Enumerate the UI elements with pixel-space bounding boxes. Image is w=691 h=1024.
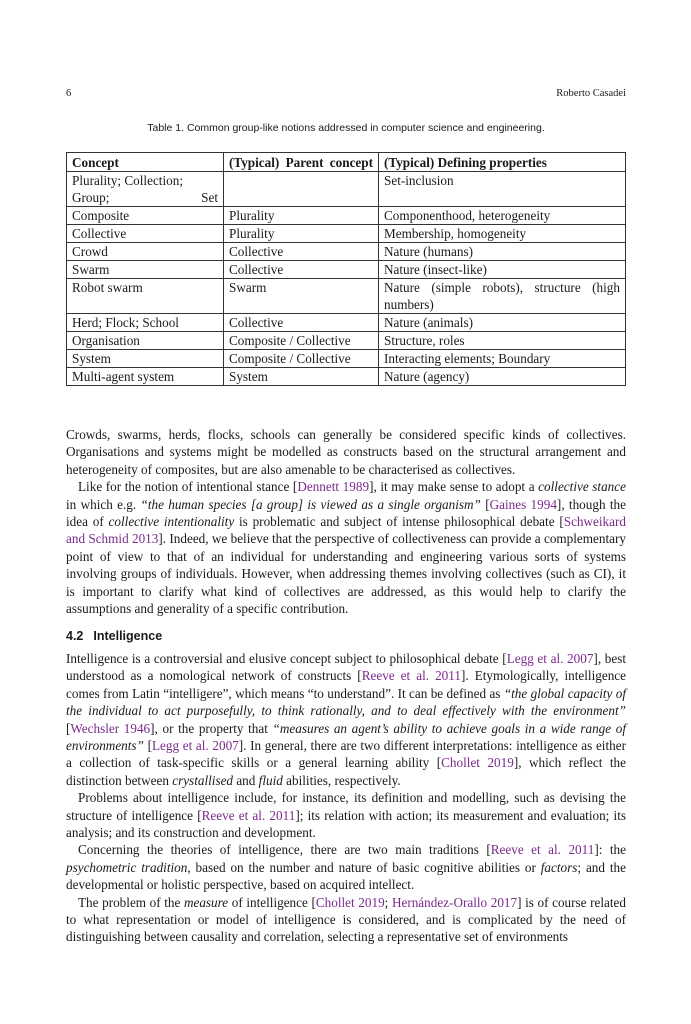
text-run: ], it may make sense to adopt a	[369, 479, 539, 495]
emphasis: psychometric tradition	[66, 859, 188, 875]
table-caption: Table 1. Common group-like notions addressed in computer science and engineering.	[147, 122, 545, 134]
text-run: ;	[384, 894, 392, 910]
body-text	[66, 426, 626, 946]
table-cell: Composite / Collective	[224, 332, 379, 350]
paragraph-collective-stance	[66, 478, 626, 617]
table-cell: Swarm	[224, 279, 379, 314]
table-cell: Herd; Flock; School	[67, 314, 224, 332]
column-header-properties: (Typical) Defining properties	[379, 153, 626, 172]
table-row	[67, 207, 626, 225]
table-cell: Membership, homogeneity	[379, 225, 626, 243]
text-run: is problematic and subject of intense philosophical debate [	[234, 514, 564, 530]
paragraph-intelligence-theories	[66, 841, 626, 893]
table-cell: Nature (animals)	[379, 314, 626, 332]
citation-link[interactable]: Reeve et al. 2011	[490, 842, 595, 858]
table-cell: Interacting elements; Boundary	[379, 350, 626, 368]
table-cell: Swarm	[67, 261, 224, 279]
text-run: Concerning the theories of intelligence, there are two main traditions [	[78, 842, 491, 858]
table-cell: Structure, roles	[379, 332, 626, 350]
concepts-table	[66, 152, 626, 386]
table-cell: Plurality; Collection; Group; Set	[67, 172, 224, 207]
text-run: abilities, respectively.	[282, 772, 401, 788]
citation-link[interactable]: Reeve et al. 2011	[361, 668, 461, 684]
emphasis: fluid	[258, 772, 283, 788]
citation-link[interactable]: Legg et al. 2007	[151, 737, 239, 753]
text-run: [	[66, 720, 71, 736]
table-cell: Plurality	[224, 225, 379, 243]
table-cell: Multi-agent system	[67, 368, 224, 386]
citation-link[interactable]: Dennett 1989	[297, 479, 370, 495]
text-run: [	[143, 737, 152, 753]
text-run: ]. Indeed, we believe that the perspective of collectiveness can provide a complementary point of view to that of an individual for understanding and engineering various sorts of systems involving groups of individuals. However, when addressing themes involving collectives (such as CI), it is important to clarify what kind of collectives are addressed, as this would help to clarify the assumptions and generality of a specific contribution.	[66, 531, 626, 617]
table-cell: System	[224, 368, 379, 386]
column-header-concept: Concept	[67, 153, 224, 172]
emphasis: measure	[183, 894, 229, 910]
table-cell: Composite / Collective	[224, 350, 379, 368]
text-run: ]. In general, there are two different interpretations: intelligence as either a collection of task-specific skills or a general learning ability [	[66, 737, 626, 771]
section-number: 4.2	[66, 629, 84, 644]
section-heading	[66, 628, 626, 645]
paragraph-intelligence-measure	[66, 894, 626, 946]
table-row	[67, 332, 626, 350]
table-cell: Nature (insect-like)	[379, 261, 626, 279]
text-run: ], best understood as a nomological network of constructs [	[66, 650, 626, 684]
table-cell: Crowd	[67, 243, 224, 261]
citation-link[interactable]: Chollet 2019	[315, 894, 385, 910]
citation-link[interactable]: Gaines 1994	[489, 496, 557, 512]
emphasis: crystallised	[172, 772, 234, 788]
table-cell: Plurality	[224, 207, 379, 225]
running-author: Roberto Casadei	[556, 88, 626, 99]
text-run: ]: the	[594, 842, 626, 858]
table-cell: Set-inclusion	[379, 172, 626, 207]
table-header-row	[67, 153, 626, 172]
text-run: ]. Etymologically, intelligence comes from Latin “intelligere”, which means “to understand”. It can be defined as	[66, 668, 626, 701]
emphasis: factors	[540, 859, 578, 875]
table-row	[67, 243, 626, 261]
column-header-parent: (Typical) Parent concept	[224, 153, 379, 172]
table-row	[67, 350, 626, 368]
citation-link[interactable]: Chollet 2019	[441, 755, 514, 771]
quote: “the human species [a group] is viewed as a single organism”	[140, 496, 481, 512]
page-number: 6	[66, 88, 72, 99]
text-run: in which e.g.	[66, 496, 141, 512]
table-cell: Collective	[224, 314, 379, 332]
table-row	[67, 225, 626, 243]
table-cell: Componenthood, heterogeneity	[379, 207, 626, 225]
table-cell: Collective	[224, 243, 379, 261]
text-run: , based on the number and nature of basic cognitive abilities or	[187, 859, 541, 875]
paragraph-intelligence-problems	[66, 789, 626, 841]
table-cell: Composite	[67, 207, 224, 225]
table-cell: Collective	[224, 261, 379, 279]
text-run: ], though the idea of	[66, 496, 626, 530]
table-cell: System	[67, 350, 224, 368]
citation-link[interactable]: Legg et al. 2007	[506, 650, 594, 666]
table-row	[67, 172, 626, 207]
quote: “the global capacity of the individual to act purposefully, to think rationally, and to deal effectively with the environment”	[66, 685, 626, 719]
table-cell: Nature (humans)	[379, 243, 626, 261]
text-run: ; and the developmental or holistic perspective, based on acquired intellect.	[66, 859, 626, 893]
table-cell: Robot swarm	[67, 279, 224, 314]
table-row	[67, 279, 626, 314]
citation-link[interactable]: Schweikard and Schmid 2013	[66, 514, 626, 547]
text-run: of intelligence [	[228, 894, 316, 910]
citation-link[interactable]: Reeve et al. 2011	[201, 807, 296, 823]
emphasis: collective intentionality	[108, 514, 235, 530]
emphasis: collective stance	[538, 479, 626, 495]
text-run: [	[480, 496, 490, 512]
citation-link[interactable]: Hernández-Orallo 2017	[391, 894, 518, 910]
quote: “measures an agent’s ability to achieve goals in a wide range of environments”	[66, 720, 627, 753]
text-run: ] is of course related to what representation or model of intelligence is considered, and is complicated by the need of distinguishing between causality and correlation, selecting a representative set of environments	[66, 894, 626, 945]
text-run: ], or the property that	[150, 720, 273, 736]
section-title: Intelligence	[93, 629, 163, 644]
running-head	[66, 88, 626, 99]
text-run: Like for the notion of intentional stance [	[78, 479, 298, 495]
table-cell: Organisation	[67, 332, 224, 350]
paragraph-intelligence-definition	[66, 650, 626, 789]
text-run: Intelligence is a controversial and elusive concept subject to philosophical debate [	[66, 650, 507, 666]
table-row	[67, 261, 626, 279]
table-cell: Nature (agency)	[379, 368, 626, 386]
text-run: ]; its relation with action; its measurement and evaluation; its analysis; and its construction and development.	[66, 807, 626, 840]
text-run: The problem of the	[78, 894, 184, 910]
text-run: and	[233, 772, 259, 788]
text-run: Problems about intelligence include, for instance, its definition and modelling, such as devising the structure of intelligence [	[66, 790, 626, 823]
table-cell: Nature (simple robots), structure (high numbers)	[379, 279, 626, 314]
citation-link[interactable]: Wechsler 1946	[70, 720, 151, 736]
text-run: ], which reflect the distinction between	[66, 755, 627, 788]
paragraph-collectives: Crowds, swarms, herds, flocks, schools can generally be considered specific kinds of collectives. Organisations and systems might be modelled as constructs based on the structural arrangement and heterogeneity of composites, but are also amenable to be characterised as collectives.	[66, 427, 626, 477]
table-row	[67, 368, 626, 386]
table-cell: Collective	[67, 225, 224, 243]
table-cell	[224, 172, 379, 207]
table-row	[67, 314, 626, 332]
